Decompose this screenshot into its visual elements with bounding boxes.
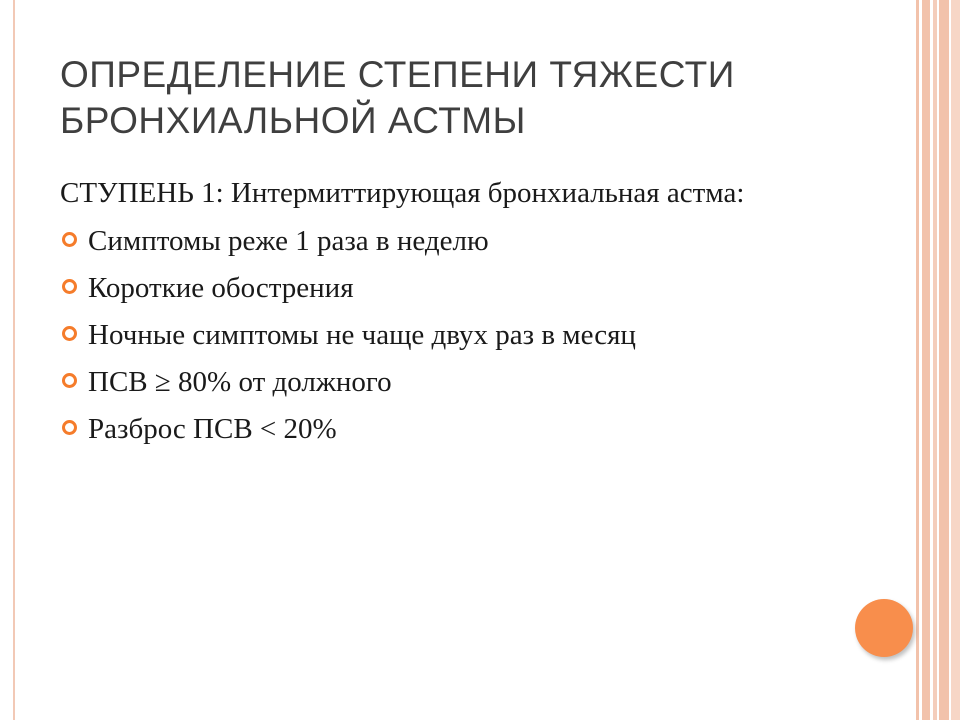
right-stripe bbox=[916, 0, 919, 720]
ring-bullet-icon bbox=[62, 420, 77, 435]
bullet-item bbox=[60, 318, 890, 352]
slide-title bbox=[60, 52, 880, 144]
bullet-list bbox=[60, 224, 890, 446]
right-stripe bbox=[922, 0, 930, 720]
bullet-item bbox=[60, 271, 890, 305]
bullet-text: ПСВ ≥ 80% от должного bbox=[88, 366, 392, 398]
bullet-item bbox=[60, 412, 890, 446]
ring-bullet-icon bbox=[62, 279, 77, 294]
bullet-text: Разброс ПСВ < 20% bbox=[88, 413, 337, 445]
right-stripe bbox=[939, 0, 949, 720]
right-stripe bbox=[951, 0, 960, 720]
bullet-text: Короткие обострения bbox=[88, 272, 354, 304]
slide-body bbox=[60, 176, 890, 459]
left-frame-line bbox=[13, 0, 15, 720]
ring-bullet-icon bbox=[62, 326, 77, 341]
orange-circle-decoration bbox=[855, 599, 913, 657]
step-heading: СТУПЕНЬ 1: Интермиттирующая бронхиальная астма: bbox=[60, 177, 745, 209]
right-stripe bbox=[933, 0, 937, 720]
bullet-text: Ночные симптомы не чаще двух раз в месяц bbox=[88, 319, 636, 351]
ring-bullet-icon bbox=[62, 373, 77, 388]
ring-bullet-icon bbox=[62, 232, 77, 247]
title-line-1: ОПРЕДЕЛЕНИЕ СТЕПЕНИ ТЯЖЕСТИ bbox=[60, 54, 735, 95]
bullet-text: Симптомы реже 1 раза в неделю bbox=[88, 225, 489, 257]
title-line-2: БРОНХИАЛЬНОЙ АСТМЫ bbox=[60, 100, 526, 141]
bullet-item bbox=[60, 224, 890, 258]
bullet-item bbox=[60, 365, 890, 399]
